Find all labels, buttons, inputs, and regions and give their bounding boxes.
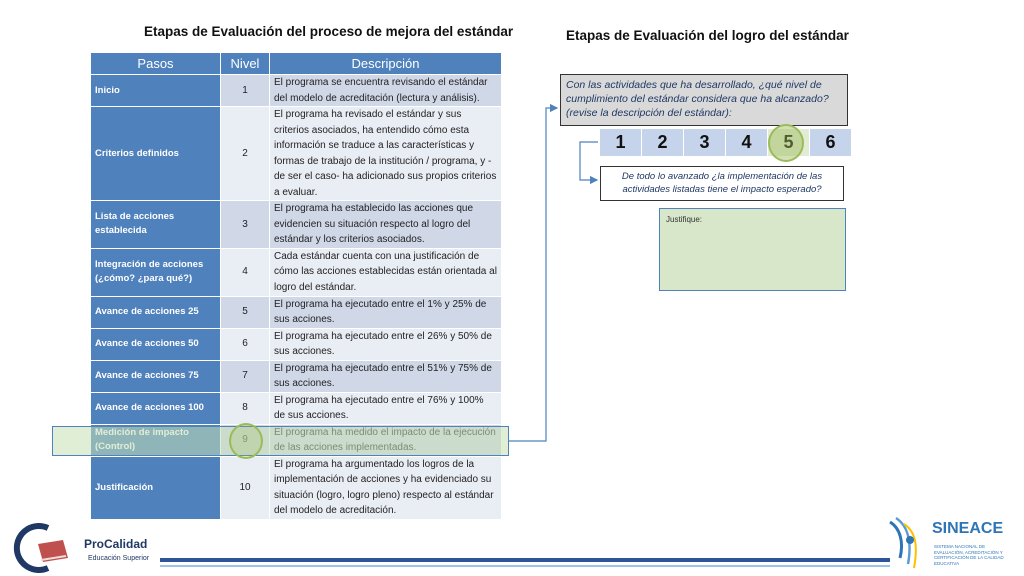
footer-divider-light bbox=[160, 565, 890, 567]
table-row bbox=[91, 296, 502, 328]
sineace-logo-icon bbox=[884, 514, 928, 572]
header-descripcion: Descripción bbox=[270, 53, 502, 75]
process-stages-title: Etapas de Evaluación del proceso de mejora del estándar bbox=[144, 24, 514, 39]
level-9-highlight-circle bbox=[229, 423, 263, 459]
row-descripcion: El programa ha argumentado los logros de la implementación de acciones y ha evidenciado su situación (logro, logro pleno) respecto al estándar del modelo de acreditación. bbox=[270, 456, 502, 519]
achievement-scale bbox=[600, 129, 852, 156]
row-descripcion: El programa ha establecido las acciones que evidencien su situación respecto al logro del estándar y los criterios asociados. bbox=[270, 201, 502, 249]
table-row bbox=[91, 360, 502, 392]
achievement-stages-title: Etapas de Evaluación del logro del estándar bbox=[566, 28, 849, 43]
arrow-to-impact-question bbox=[580, 142, 598, 180]
header-pasos: Pasos bbox=[91, 53, 221, 75]
row-paso: Criterios definidos bbox=[91, 107, 221, 201]
row-nivel: 3 bbox=[221, 201, 270, 249]
row-paso: Justificación bbox=[91, 456, 221, 519]
achievement-question-box: Con las actividades que ha desarrollado, ¿qué nivel de cumplimiento del estándar considera que ha alcanzado? (revise la descripción del estándar): bbox=[560, 74, 848, 126]
table-row bbox=[91, 107, 502, 201]
row-descripcion: El programa se encuentra revisando el estándar del modelo de acreditación (lectura y análisis). bbox=[270, 75, 502, 107]
scale-option-4[interactable]: 4 bbox=[726, 129, 767, 156]
justification-field[interactable] bbox=[659, 208, 846, 291]
table-row bbox=[91, 201, 502, 249]
scale-option-2[interactable]: 2 bbox=[642, 129, 683, 156]
table-header-row bbox=[91, 53, 502, 75]
row-descripcion: El programa ha ejecutado entre el 51% y 75% de sus acciones. bbox=[270, 360, 502, 392]
row-paso: Integración de acciones (¿cómo? ¿para qué?) bbox=[91, 248, 221, 296]
scale-option-1[interactable]: 1 bbox=[600, 129, 641, 156]
row-paso: Avance de acciones 75 bbox=[91, 360, 221, 392]
highlighted-row-overlay bbox=[52, 426, 509, 456]
row-descripcion: El programa ha ejecutado entre el 76% y 100% de sus acciones. bbox=[270, 392, 502, 424]
procalidad-subtitle: Educación Superior bbox=[88, 555, 150, 562]
header-nivel: Nivel bbox=[221, 53, 270, 75]
row-descripcion: El programa ha revisado el estándar y sus criterios asociados, ha entendido cómo esta información se traduce a las características y formas de trabajo de la institución / programa, y - de ser el caso- ha adicionado sus propios criterios a evaluar. bbox=[270, 107, 502, 201]
scale-option-6[interactable]: 6 bbox=[810, 129, 851, 156]
row-descripcion: El programa ha ejecutado entre el 26% y 50% de sus acciones. bbox=[270, 328, 502, 360]
procalidad-name: ProCalidad bbox=[84, 537, 148, 551]
justification-label: Justifique: bbox=[666, 215, 703, 224]
table-row bbox=[91, 248, 502, 296]
row-paso: Lista de acciones establecida bbox=[91, 201, 221, 249]
footer-divider bbox=[160, 558, 890, 562]
row-descripcion: Cada estándar cuenta con una justificación de cómo las acciones establecidas están orientada al logro del estándar. bbox=[270, 248, 502, 296]
row-nivel: 6 bbox=[221, 328, 270, 360]
row-nivel: 4 bbox=[221, 248, 270, 296]
table-row bbox=[91, 456, 502, 519]
row-nivel: 2 bbox=[221, 107, 270, 201]
row-descripcion: El programa ha ejecutado entre el 1% y 25% de sus acciones. bbox=[270, 296, 502, 328]
row-paso: Inicio bbox=[91, 75, 221, 107]
row-nivel: 1 bbox=[221, 75, 270, 107]
selected-level-circle bbox=[768, 124, 804, 162]
scale-option-5[interactable]: 5 bbox=[768, 129, 809, 156]
row-nivel: 7 bbox=[221, 360, 270, 392]
row-nivel: 10 bbox=[221, 456, 270, 519]
arrow-to-question bbox=[509, 108, 557, 441]
row-paso: Avance de acciones 50 bbox=[91, 328, 221, 360]
sineace-subtitle: SISTEMA NACIONAL DE EVALUACIÓN, ACREDITACIÓN Y CERTIFICACIÓN DE LA CALIDAD EDUCATIVA bbox=[934, 544, 1004, 566]
impact-question-box: De todo lo avanzado ¿la implementación de las actividades listadas tiene el impacto esperado? bbox=[600, 166, 844, 201]
sineace-name: SINEACE bbox=[932, 520, 1004, 537]
table-row bbox=[91, 328, 502, 360]
table-row bbox=[91, 75, 502, 107]
row-nivel: 5 bbox=[221, 296, 270, 328]
row-nivel: 8 bbox=[221, 392, 270, 424]
row-paso: Avance de acciones 25 bbox=[91, 296, 221, 328]
scale-option-3[interactable]: 3 bbox=[684, 129, 725, 156]
table-row bbox=[91, 392, 502, 424]
row-paso: Avance de acciones 100 bbox=[91, 392, 221, 424]
